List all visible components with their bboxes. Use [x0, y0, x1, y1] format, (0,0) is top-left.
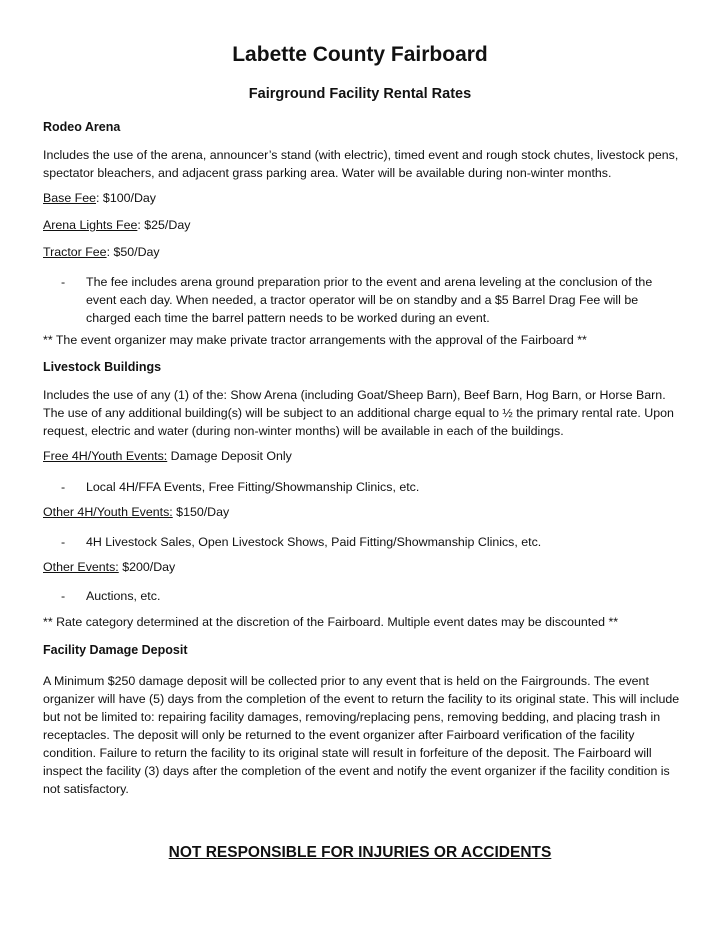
other-youth-bullet-text: 4H Livestock Sales, Open Livestock Shows, Paid Fitting/Showmanship Clinics, etc. [86, 535, 542, 549]
free-youth-label: Free 4H/Youth Events: [43, 449, 168, 463]
liability-warning-text: NOT RESPONSIBLE FOR INJURIES OR ACCIDENTS [168, 844, 552, 861]
free-youth-fee-line [43, 449, 292, 463]
rodeo-description: Includes the use of the arena, announcer’s stand (with electric), timed event and rough stock chutes, livestock pens, spectator bleachers, and adjacent grass parking area. Water will be available during non-winter months. [43, 148, 679, 180]
livestock-description: Includes the use of any (1) of the: Show Arena (including Goat/Sheep Barn), Beef Barn, Hog Barn, or Horse Barn. The use of any additional building(s) will be subject to an additional charge equal to ½ the primary rental rate. Upon request, electric and water (during non-winter months) will be available in each of the buildings. [43, 388, 674, 438]
tractor-fee-bullet [61, 273, 681, 327]
livestock-heading: Livestock Buildings [43, 360, 162, 374]
lights-fee-line [43, 218, 190, 232]
free-youth-bullet-text: Local 4H/FFA Events, Free Fitting/Showmanship Clinics, etc. [86, 480, 420, 494]
tractor-fee-line [43, 245, 160, 259]
other-youth-fee-line [43, 505, 229, 519]
base-fee-value: : $100/Day [96, 191, 156, 205]
page-title: Labette County Fairboard [232, 43, 488, 66]
other-events-fee-line [43, 560, 175, 574]
rodeo-heading: Rodeo Arena [43, 120, 121, 134]
tractor-fee-label: Tractor Fee [43, 245, 107, 259]
tractor-note: ** The event organizer may make private tractor arrangements with the approval of the Fairboard ** [43, 333, 587, 347]
other-youth-bullet [61, 533, 681, 551]
rate-note: ** Rate category determined at the discretion of the Fairboard. Multiple event dates may be discounted ** [43, 615, 619, 629]
bullet-dash: - [61, 275, 66, 289]
other-events-bullet [61, 587, 681, 605]
lights-fee-label: Arena Lights Fee [43, 218, 138, 232]
other-youth-value: $150/Day [172, 505, 230, 519]
lights-fee-value: : $25/Day [137, 218, 191, 232]
liability-warning [0, 844, 720, 862]
other-youth-label: Other 4H/Youth Events: [43, 505, 173, 519]
free-youth-bullet [61, 478, 681, 496]
tractor-fee-value: : $50/Day [106, 245, 160, 259]
base-fee-line [43, 191, 156, 205]
free-youth-value: Damage Deposit Only [167, 449, 292, 463]
bullet-dash: - [61, 589, 66, 603]
page-subtitle: Fairground Facility Rental Rates [248, 86, 472, 102]
other-events-bullet-text: Auctions, etc. [86, 589, 161, 603]
bullet-dash: - [61, 535, 66, 549]
bullet-dash: - [61, 480, 66, 494]
deposit-description: A Minimum $250 damage deposit will be collected prior to any event that is held on the Fairgrounds. The event organizer will have (5) days from the completion of the event to return the facility to its original state. This will include but not be limited to: repairing facility damages, removing/replacing pens, removing bedding, and placing trash in receptacles. The deposit will only be returned to the event organizer after Fairboard verification of the facility condition. Failure to return the facility to its original state will result in forfeiture of the deposit. The Fairboard will inspect the facility (3) days after the completion of the event and notify the event organizer if the facility condition is not satisfactory. [43, 674, 680, 796]
base-fee-label: Base Fee [43, 191, 97, 205]
deposit-heading: Facility Damage Deposit [43, 643, 188, 657]
tractor-bullet-text: The fee includes arena ground preparation prior to the event and arena leveling at the conclusion of the event each day. When needed, a tractor operator will be on standby and a $5 Barrel Drag Fee will be charged each time the barrel pattern needs to be worked during an event. [86, 275, 653, 325]
other-events-value: $200/Day [118, 560, 176, 574]
other-events-label: Other Events: [43, 560, 119, 574]
